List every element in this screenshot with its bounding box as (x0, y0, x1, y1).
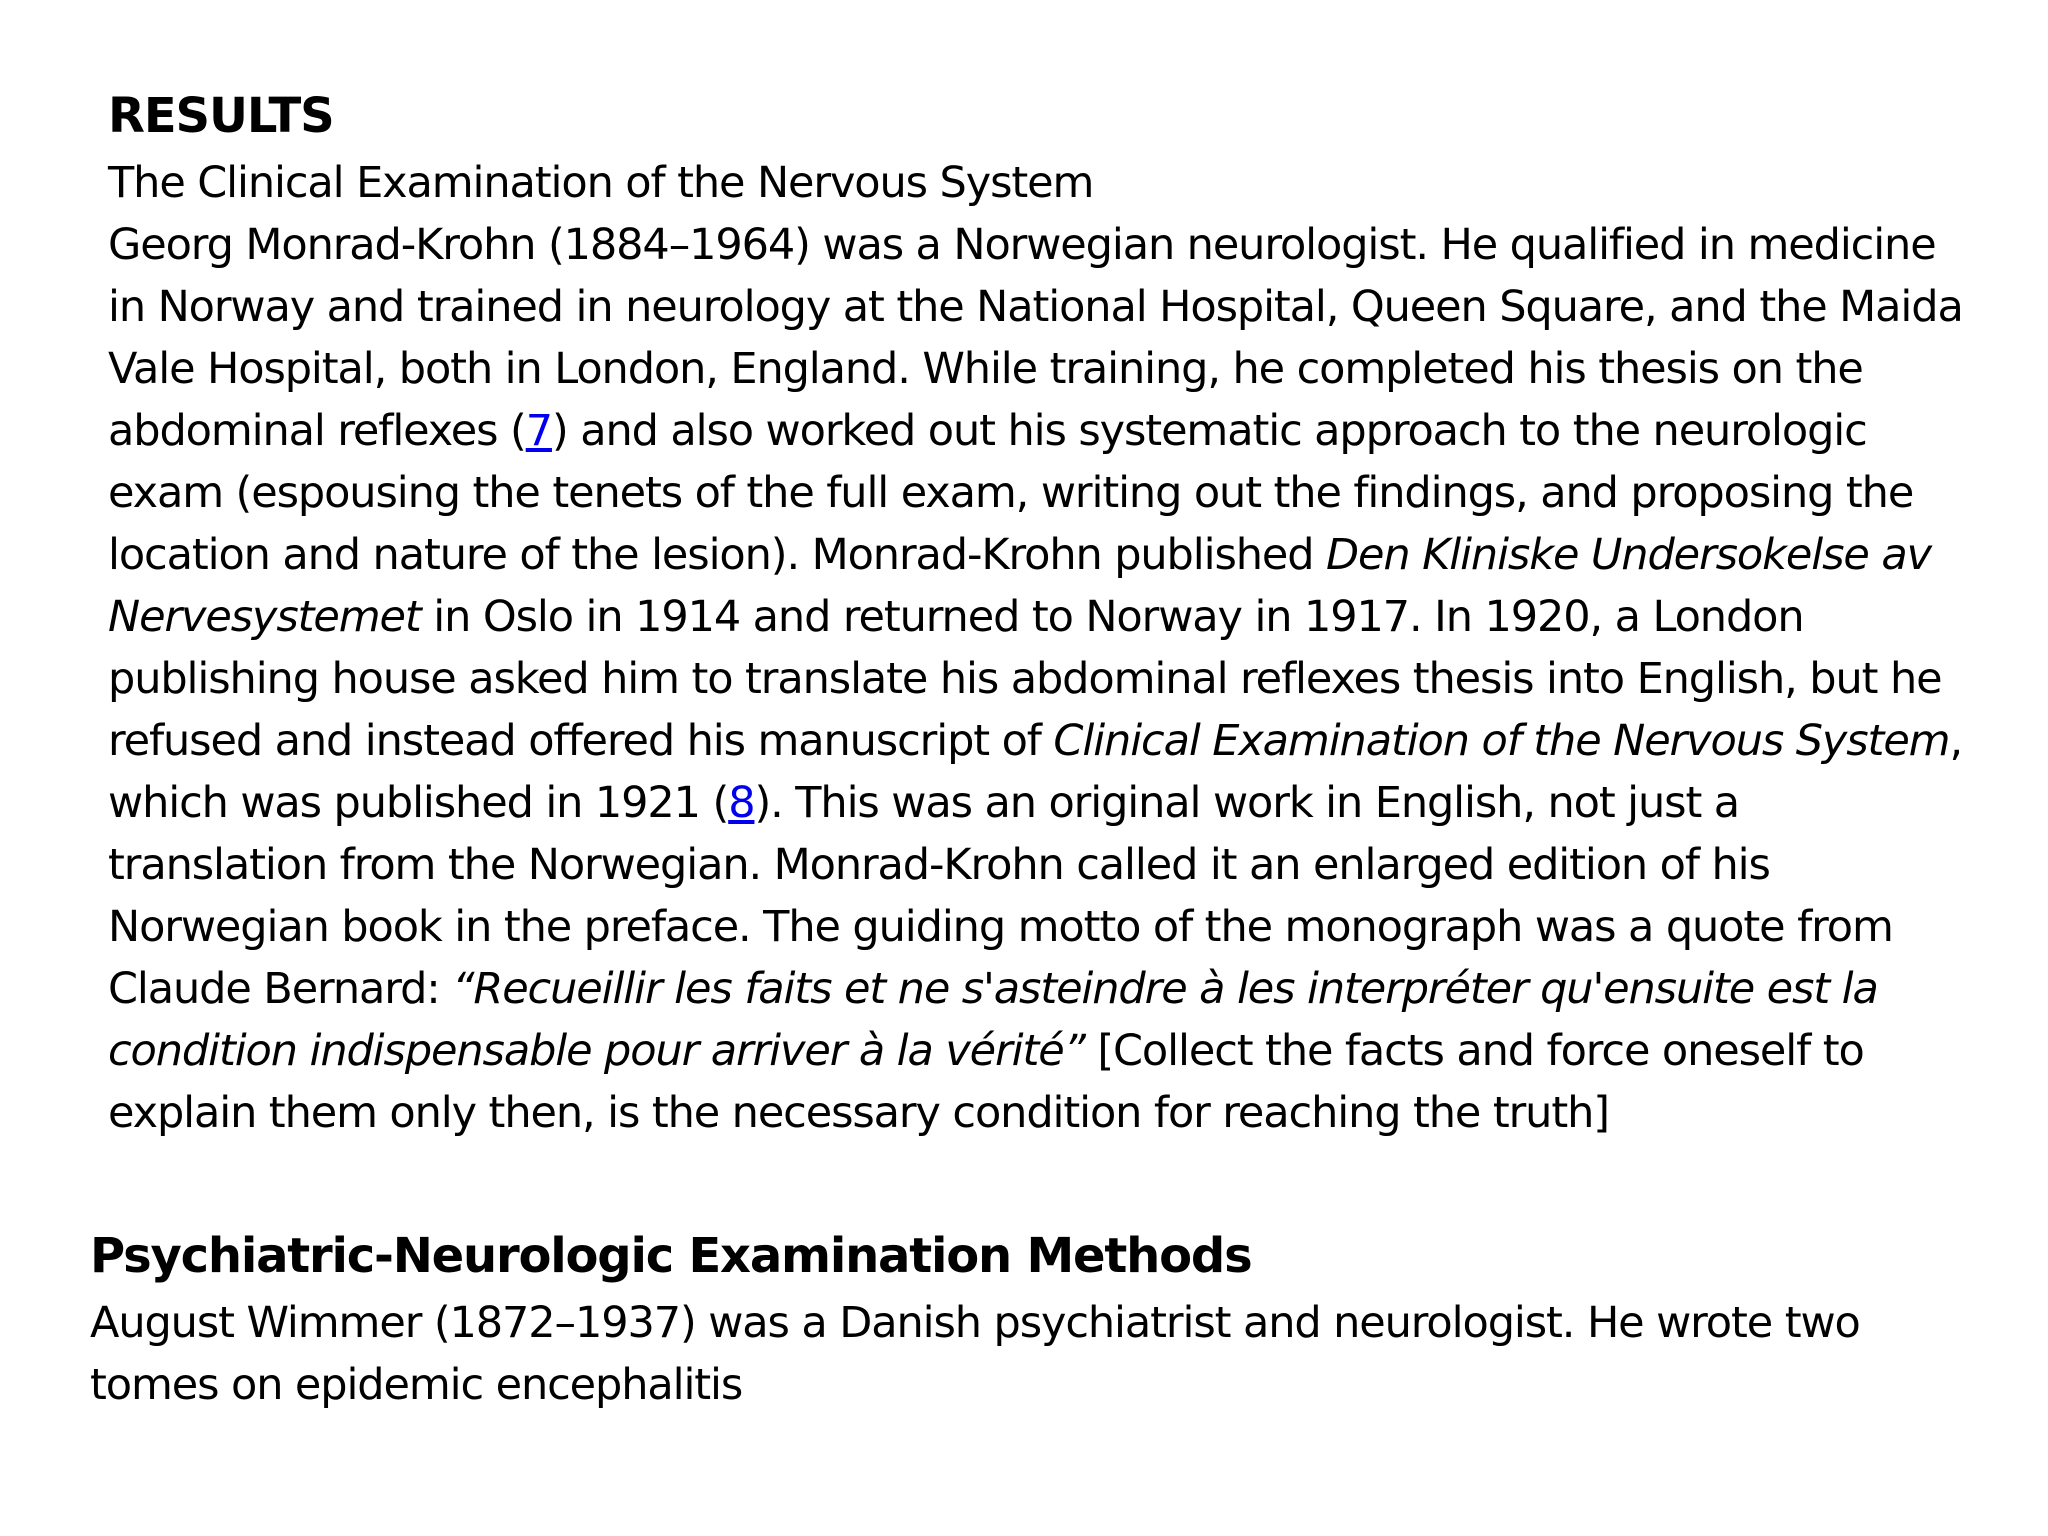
text-run: ). This was an original work in English, not just a translation from the Norwegian. Monrad-Krohn called it an enlarged edition of his Norwegian book in the preface. The guiding motto of the monograph was a quote from Claude Bernard: (108, 778, 1893, 1014)
book-title-norwegian: Den Kliniske Undersokelse av Nervesystemet (108, 530, 1931, 642)
text-run: ) and also worked out his systematic approach to the neurologic exam (espousing the tenets of the full exam, writing out the findings, and proposing the location and nature of the lesion). Monrad-Krohn published (108, 406, 1914, 580)
text-run: in Oslo in 1914 and returned to Norway in 1917. In 1920, a London publishing house asked him to translate his abdominal reflexes thesis into English, but he refused and instead offered his manuscript of (108, 592, 1942, 766)
book-title-english: Clinical Examination of the Nervous System (1053, 716, 1950, 766)
text-run: [Collect the facts and force oneself to explain them only then, is the necessary condition for reaching the truth] (108, 1026, 1864, 1138)
section-subtitle: The Clinical Examination of the Nervous System (108, 158, 1094, 208)
text-run: Georg Monrad-Krohn (1884–1964) was a Norwegian neurologist. He qualified in medicine in Norway and trained in neurology at the National Hospital, Queen Square, and the Maida Vale Hospital, both in London, England. While training, he completed his thesis on the abdominal reflexes ( (108, 220, 1963, 456)
results-heading: RESULTS (108, 88, 334, 144)
reference-link-7[interactable]: 7 (525, 406, 552, 456)
bernard-quote: “Recueillir les faits et ne s'asteindre à les interpréter qu'ensuite est la condition indispensable pour arriver à la vérité” (108, 964, 1878, 1076)
monrad-krohn-paragraph (108, 214, 1968, 1144)
wimmer-paragraph: August Wimmer (1872–1937) was a Danish psychiatrist and neurologist. He wrote two tomes on epidemic encephalitis (90, 1298, 1860, 1410)
text-run: , which was published in 1921 ( (108, 716, 1963, 828)
examination-methods-heading: Psychiatric-Neurologic Examination Methods (90, 1228, 1252, 1284)
results-section (108, 80, 1968, 1144)
reference-link-8[interactable]: 8 (728, 778, 755, 828)
examination-methods-section (90, 1220, 1970, 1416)
